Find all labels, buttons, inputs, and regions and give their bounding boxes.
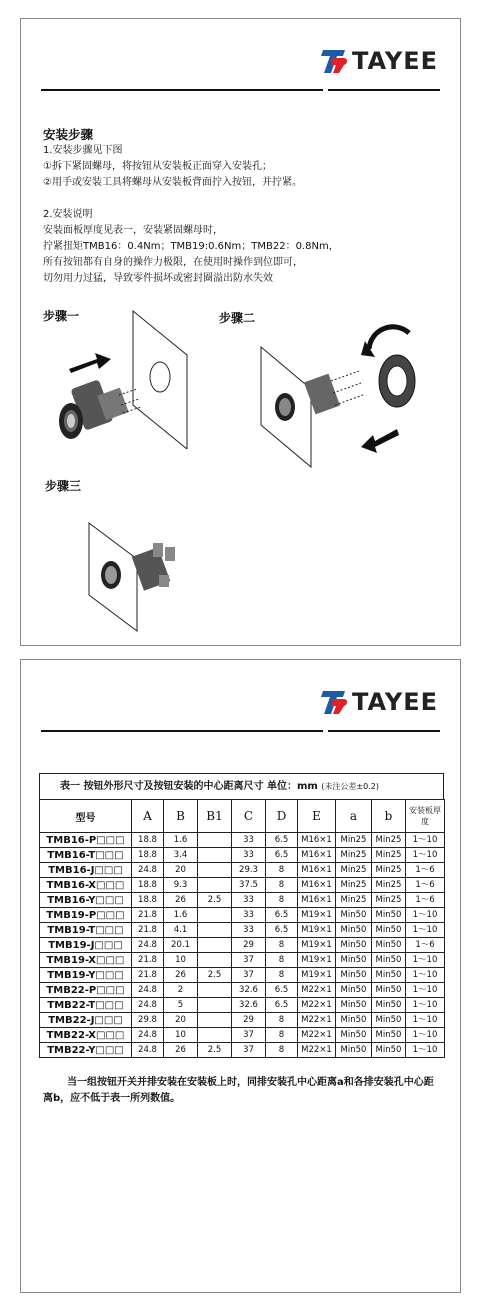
model-cell: TMB19-X□□□ — [40, 953, 132, 968]
value-cell — [198, 923, 232, 938]
model-cell: TMB16-Y□□□ — [40, 893, 132, 908]
value-cell: Min50 — [372, 983, 406, 998]
value-cell: 6.5 — [266, 998, 298, 1013]
value-cell: 33 — [232, 893, 266, 908]
value-cell: Min25 — [372, 893, 406, 908]
table-row — [40, 848, 445, 863]
value-cell: Min50 — [336, 938, 372, 953]
value-cell: M16×1 — [298, 848, 336, 863]
step-one-label: 步骤一 — [43, 309, 80, 323]
value-cell: 29 — [232, 938, 266, 953]
value-cell: Min50 — [336, 983, 372, 998]
value-cell: 1～6 — [406, 878, 445, 893]
value-cell: 26 — [164, 1043, 198, 1058]
value-cell: 1～10 — [406, 968, 445, 983]
table-row — [40, 938, 445, 953]
value-cell: 33 — [232, 923, 266, 938]
step-2-text: ②用手或安装工具将螺母从安装板背面拧入按钮，并拧紧。 — [43, 177, 302, 188]
value-cell: 29.8 — [132, 1013, 164, 1028]
model-cell: TMB19-J□□□ — [40, 938, 132, 953]
value-cell: 18.8 — [132, 893, 164, 908]
table-body — [40, 833, 445, 1058]
value-cell: M19×1 — [298, 923, 336, 938]
value-cell: 1～10 — [406, 848, 445, 863]
value-cell: Min50 — [372, 1043, 406, 1058]
value-cell: 1～10 — [406, 923, 445, 938]
value-cell: Min50 — [336, 923, 372, 938]
value-cell — [198, 863, 232, 878]
value-cell — [198, 983, 232, 998]
value-cell: 8 — [266, 1013, 298, 1028]
value-cell: Min50 — [372, 1028, 406, 1043]
value-cell: Min25 — [336, 863, 372, 878]
note-line: 拧紧扭矩TMB16：0.4Nm；TMB19:0.6Nm；TMB22：0.8Nm， — [43, 241, 339, 252]
value-cell: 2.5 — [198, 968, 232, 983]
value-cell: Min50 — [336, 1013, 372, 1028]
step-two-illustration — [249, 319, 429, 469]
value-cell: 1.6 — [164, 908, 198, 923]
value-cell: Min50 — [372, 938, 406, 953]
model-cell: TMB19-Y□□□ — [40, 968, 132, 983]
value-cell: 33 — [232, 908, 266, 923]
value-cell: 37.5 — [232, 878, 266, 893]
value-cell: 1～10 — [406, 1013, 445, 1028]
value-cell: Min50 — [336, 968, 372, 983]
col-header-a-dim: A — [132, 800, 164, 833]
value-cell: M22×1 — [298, 1043, 336, 1058]
value-cell: 37 — [232, 968, 266, 983]
value-cell — [198, 848, 232, 863]
col-header-c-dim: C — [232, 800, 266, 833]
col-header-e-dim: E — [298, 800, 336, 833]
value-cell: 32.6 — [232, 998, 266, 1013]
value-cell: Min25 — [372, 833, 406, 848]
value-cell: 29.3 — [232, 863, 266, 878]
brand-logo — [318, 682, 438, 722]
value-cell: Min25 — [336, 848, 372, 863]
value-cell: 20 — [164, 863, 198, 878]
value-cell: 2.5 — [198, 1043, 232, 1058]
value-cell: Min25 — [336, 833, 372, 848]
value-cell: 33 — [232, 833, 266, 848]
value-cell: 37 — [232, 953, 266, 968]
value-cell: M16×1 — [298, 893, 336, 908]
notes-title: 2.安装说明 — [43, 209, 93, 220]
value-cell: 4.1 — [164, 923, 198, 938]
col-header-a-spacing: a — [336, 800, 372, 833]
model-cell: TMB16-P□□□ — [40, 833, 132, 848]
value-cell: 8 — [266, 1043, 298, 1058]
table-row — [40, 983, 445, 998]
table-row — [40, 878, 445, 893]
value-cell: M16×1 — [298, 863, 336, 878]
model-cell: TMB22-X□□□ — [40, 1028, 132, 1043]
model-cell: TMB16-J□□□ — [40, 863, 132, 878]
instruction-page-2 — [20, 659, 461, 1293]
value-cell: 24.8 — [132, 863, 164, 878]
value-cell: 1～10 — [406, 833, 445, 848]
step-three-illustration — [79, 513, 199, 633]
step-one-illustration — [41, 309, 211, 449]
value-cell: 1～6 — [406, 893, 445, 908]
value-cell: 1～10 — [406, 998, 445, 1013]
value-cell: 26 — [164, 968, 198, 983]
value-cell: M16×1 — [298, 878, 336, 893]
value-cell: M16×1 — [298, 833, 336, 848]
value-cell: 6.5 — [266, 848, 298, 863]
col-header-b1-dim: B1 — [198, 800, 232, 833]
value-cell: 1～10 — [406, 908, 445, 923]
value-cell: 1～10 — [406, 1028, 445, 1043]
value-cell: 21.8 — [132, 908, 164, 923]
value-cell: Min50 — [372, 968, 406, 983]
table-caption-text: 表一 按钮外形尺寸及按钮安装的中心距离尺寸 单位：mm — [60, 781, 318, 792]
value-cell: Min50 — [372, 908, 406, 923]
table-caption-note: (未注公差±0.2) — [321, 782, 379, 791]
value-cell: 24.8 — [132, 1028, 164, 1043]
value-cell: 20.1 — [164, 938, 198, 953]
model-cell: TMB22-J□□□ — [40, 1013, 132, 1028]
value-cell: Min50 — [372, 923, 406, 938]
value-cell — [198, 1028, 232, 1043]
header-rule-right — [328, 730, 440, 732]
table-row — [40, 998, 445, 1013]
value-cell: 6.5 — [266, 908, 298, 923]
header-rule-left — [41, 89, 323, 91]
step-three-label: 步骤三 — [45, 479, 82, 493]
table-header-row — [40, 800, 445, 833]
spacing-note — [43, 1075, 443, 1107]
value-cell — [198, 1013, 232, 1028]
value-cell: 18.8 — [132, 848, 164, 863]
table-row — [40, 923, 445, 938]
value-cell: 24.8 — [132, 983, 164, 998]
value-cell: 3.4 — [164, 848, 198, 863]
model-cell: TMB22-T□□□ — [40, 998, 132, 1013]
value-cell: Min25 — [336, 878, 372, 893]
value-cell: M19×1 — [298, 938, 336, 953]
value-cell: M22×1 — [298, 998, 336, 1013]
header-rule-left — [41, 730, 323, 732]
value-cell: M22×1 — [298, 983, 336, 998]
step-two-label: 步骤二 — [219, 311, 256, 325]
value-cell — [198, 998, 232, 1013]
value-cell — [198, 908, 232, 923]
value-cell: 8 — [266, 863, 298, 878]
value-cell: 6.5 — [266, 833, 298, 848]
value-cell: 6.5 — [266, 983, 298, 998]
note-line: 安装面板厚度见表一，安装紧固螺母时， — [43, 225, 223, 236]
model-cell: TMB22-P□□□ — [40, 983, 132, 998]
value-cell: 1～6 — [406, 863, 445, 878]
table-row — [40, 833, 445, 848]
instruction-page-1 — [20, 18, 461, 646]
header-rule-right — [328, 89, 440, 91]
value-cell — [198, 833, 232, 848]
brand-name: TAYEE — [352, 688, 438, 716]
model-cell: TMB16-T□□□ — [40, 848, 132, 863]
value-cell: Min25 — [372, 878, 406, 893]
table-row — [40, 908, 445, 923]
tayee-logo-icon — [318, 46, 348, 76]
value-cell: 8 — [266, 953, 298, 968]
value-cell: 21.8 — [132, 953, 164, 968]
value-cell: M19×1 — [298, 968, 336, 983]
note-line: 所有按钮都有自身的操作力极限，在使用时操作到位即可， — [43, 257, 303, 268]
col-header-d-dim: D — [266, 800, 298, 833]
value-cell: Min50 — [336, 908, 372, 923]
value-cell: Min50 — [336, 1028, 372, 1043]
value-cell: 29 — [232, 1013, 266, 1028]
value-cell: 24.8 — [132, 938, 164, 953]
col-header-model: 型号 — [40, 800, 132, 833]
table-row — [40, 863, 445, 878]
table-row — [40, 1028, 445, 1043]
value-cell: Min50 — [336, 953, 372, 968]
value-cell: 33 — [232, 848, 266, 863]
value-cell: 9.3 — [164, 878, 198, 893]
value-cell: 20 — [164, 1013, 198, 1028]
value-cell — [198, 878, 232, 893]
value-cell: 1～10 — [406, 1043, 445, 1058]
value-cell: 24.8 — [132, 1043, 164, 1058]
value-cell: 8 — [266, 1028, 298, 1043]
value-cell: 1～6 — [406, 938, 445, 953]
col-header-b-dim: B — [164, 800, 198, 833]
value-cell: 2.5 — [198, 893, 232, 908]
table-row — [40, 893, 445, 908]
value-cell: M19×1 — [298, 908, 336, 923]
model-cell: TMB22-Y□□□ — [40, 1043, 132, 1058]
value-cell: Min25 — [372, 863, 406, 878]
value-cell — [198, 953, 232, 968]
value-cell: M22×1 — [298, 1013, 336, 1028]
spacing-note-text: 当一组按钮开关并排安装在安装板上时，同排安装孔中心距离a和各排安装孔中心距离b，应不低于表一所列数值。 — [43, 1077, 434, 1104]
note-line: 切勿用力过猛，导致零件损坏或密封圈溢出防水失效 — [43, 273, 273, 284]
value-cell: 21.8 — [132, 968, 164, 983]
step-intro: 1.安装步骤见下图 — [43, 145, 123, 156]
brand-name: TAYEE — [352, 47, 438, 75]
value-cell: 32.6 — [232, 983, 266, 998]
value-cell: 2 — [164, 983, 198, 998]
table-row — [40, 1043, 445, 1058]
value-cell: 8 — [266, 893, 298, 908]
step-1-text: ①拆下紧固螺母，将按钮从安装板正面穿入安装孔； — [43, 161, 272, 172]
table-row — [40, 1013, 445, 1028]
value-cell: 26 — [164, 893, 198, 908]
value-cell: Min50 — [372, 998, 406, 1013]
value-cell: Min50 — [372, 1013, 406, 1028]
value-cell: Min25 — [372, 848, 406, 863]
value-cell: 37 — [232, 1028, 266, 1043]
value-cell: 18.8 — [132, 878, 164, 893]
value-cell: 1～10 — [406, 953, 445, 968]
table-row — [40, 968, 445, 983]
value-cell: 24.8 — [132, 998, 164, 1013]
value-cell: 18.8 — [132, 833, 164, 848]
value-cell: Min50 — [372, 953, 406, 968]
value-cell: 1.6 — [164, 833, 198, 848]
value-cell: 5 — [164, 998, 198, 1013]
tayee-logo-icon — [318, 687, 348, 717]
col-header-panel-thickness: 安装板厚度 — [406, 800, 445, 833]
value-cell: Min25 — [336, 893, 372, 908]
value-cell: 8 — [266, 968, 298, 983]
model-cell: TMB19-T□□□ — [40, 923, 132, 938]
value-cell: 8 — [266, 878, 298, 893]
value-cell: 1～10 — [406, 983, 445, 998]
value-cell: M22×1 — [298, 1028, 336, 1043]
value-cell: 6.5 — [266, 923, 298, 938]
value-cell: 21.8 — [132, 923, 164, 938]
dimension-table — [39, 799, 445, 1058]
section-heading: 安装步骤 — [43, 127, 94, 142]
value-cell: Min50 — [336, 1043, 372, 1058]
value-cell: 10 — [164, 1028, 198, 1043]
model-cell: TMB16-X□□□ — [40, 878, 132, 893]
value-cell: 37 — [232, 1043, 266, 1058]
value-cell: 8 — [266, 938, 298, 953]
col-header-b-spacing: b — [372, 800, 406, 833]
brand-logo — [318, 41, 438, 81]
model-cell: TMB19-P□□□ — [40, 908, 132, 923]
value-cell: M19×1 — [298, 953, 336, 968]
value-cell: Min50 — [336, 998, 372, 1013]
value-cell: 10 — [164, 953, 198, 968]
table-caption — [39, 773, 444, 799]
value-cell — [198, 938, 232, 953]
table-row — [40, 953, 445, 968]
